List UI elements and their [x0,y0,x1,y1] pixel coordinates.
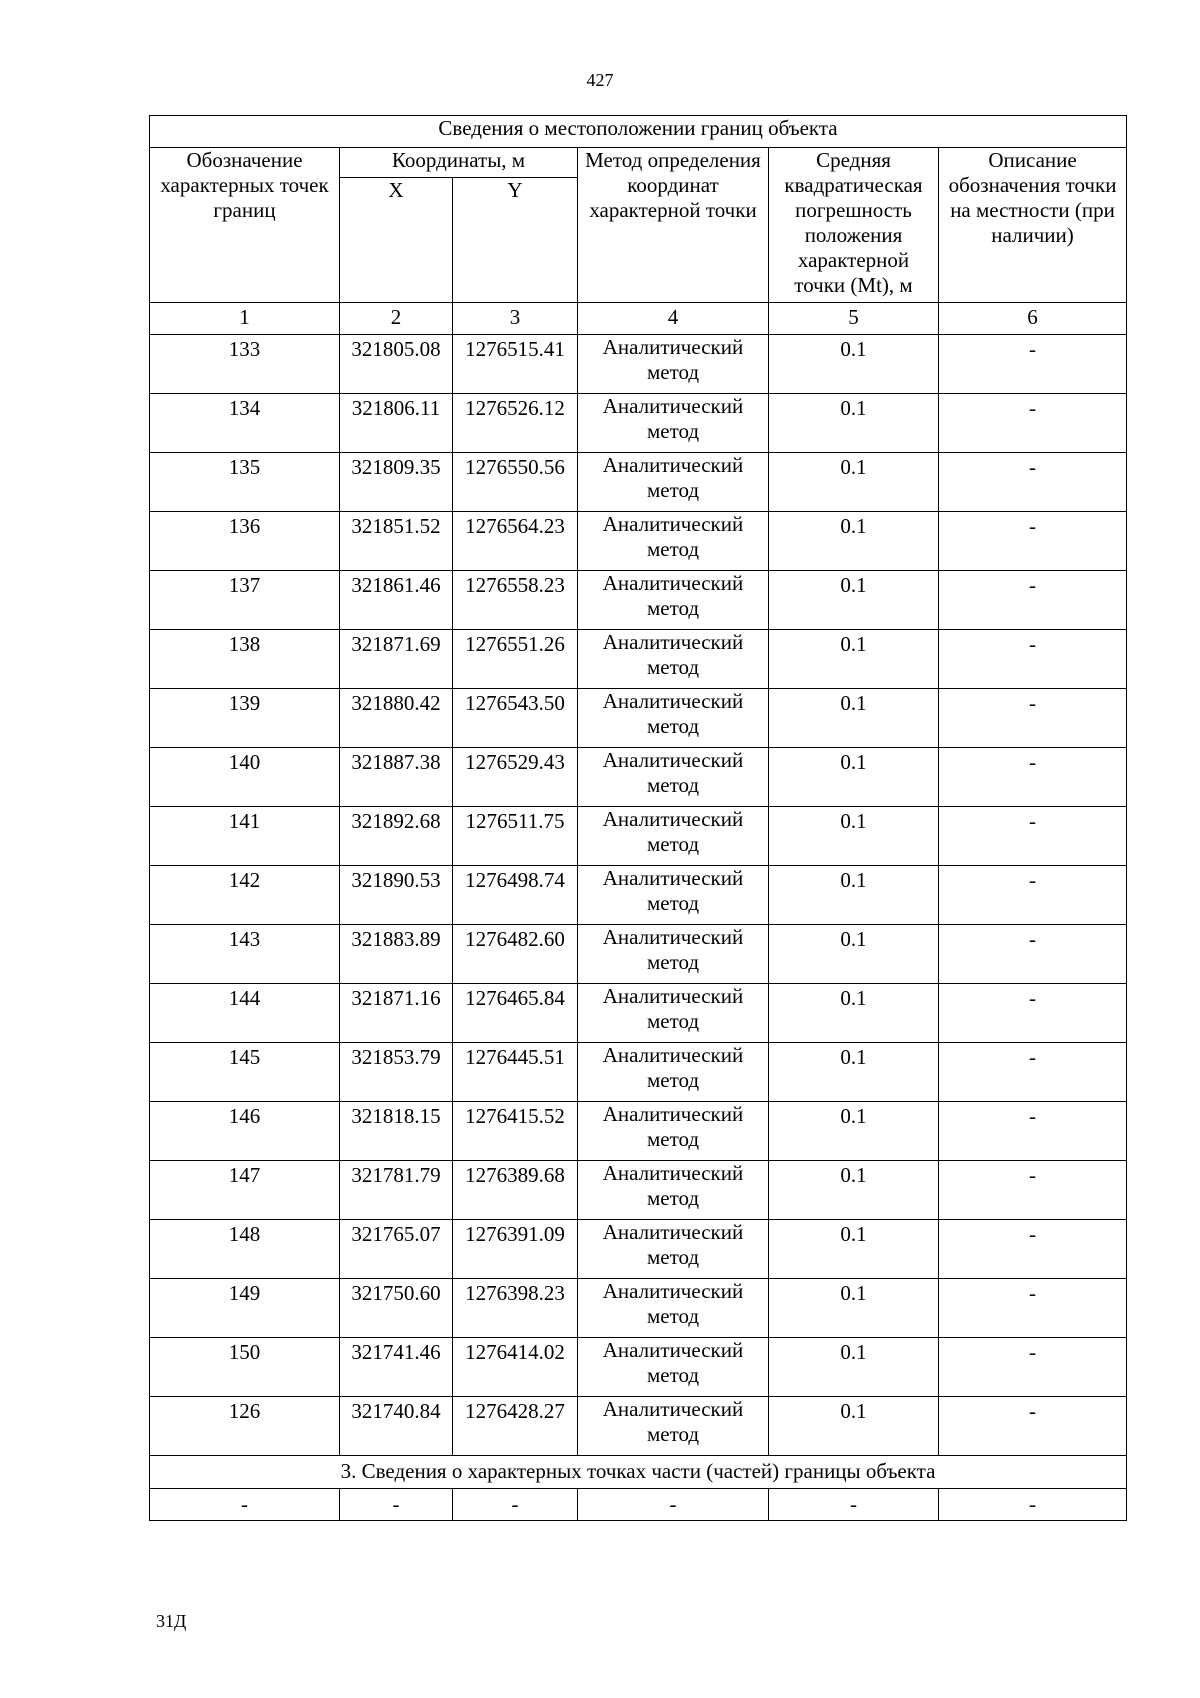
table-title-row [150,116,1127,148]
y-coordinate-cell: 1276526.12 [453,394,578,453]
method-cell: Аналитический метод [578,689,769,748]
description-cell: - [939,1161,1127,1220]
column-number: 4 [578,303,769,335]
header-row-1 [150,148,1127,178]
table-row [150,1043,1127,1102]
accuracy-cell: 0.1 [769,866,939,925]
footer-code: 31Д [156,1611,187,1631]
y-coordinate-cell: 1276465.84 [453,984,578,1043]
accuracy-cell: 0.1 [769,689,939,748]
accuracy-cell: 0.1 [769,1043,939,1102]
column-number: 1 [150,303,340,335]
x-coordinate-cell: 321861.46 [340,571,453,630]
x-coordinate-cell: 321818.15 [340,1102,453,1161]
accuracy-cell: 0.1 [769,748,939,807]
point-cell: 141 [150,807,340,866]
x-coordinate-cell: 321890.53 [340,866,453,925]
table-row [150,571,1127,630]
table-row [150,630,1127,689]
description-cell: - [939,1043,1127,1102]
point-cell: 126 [150,1397,340,1456]
point-cell: 137 [150,571,340,630]
section-3-empty-row [150,1489,1127,1521]
description-cell: - [939,453,1127,512]
method-cell: Аналитический метод [578,1102,769,1161]
point-cell: 148 [150,1220,340,1279]
accuracy-cell: 0.1 [769,630,939,689]
boundary-coordinates-table [149,115,1127,1521]
x-coordinate-cell: 321741.46 [340,1338,453,1397]
column-number: 6 [939,303,1127,335]
y-coordinate-cell: 1276391.09 [453,1220,578,1279]
table-row [150,925,1127,984]
table-row [150,1338,1127,1397]
description-cell: - [939,748,1127,807]
y-coordinate-cell: 1276389.68 [453,1161,578,1220]
table-row [150,984,1127,1043]
method-cell: Аналитический метод [578,571,769,630]
method-cell: Аналитический метод [578,394,769,453]
empty-cell: - [150,1489,340,1521]
accuracy-cell: 0.1 [769,925,939,984]
y-coordinate-cell: 1276398.23 [453,1279,578,1338]
x-coordinate-cell: 321892.68 [340,807,453,866]
accuracy-cell: 0.1 [769,984,939,1043]
y-coordinate-cell: 1276482.60 [453,925,578,984]
point-cell: 150 [150,1338,340,1397]
accuracy-cell: 0.1 [769,1161,939,1220]
x-coordinate-cell: 321805.08 [340,335,453,394]
accuracy-cell: 0.1 [769,807,939,866]
y-coordinate-cell: 1276550.56 [453,453,578,512]
x-coordinate-cell: 321806.11 [340,394,453,453]
header-method: Метод определения координат характерной точки [578,148,769,303]
accuracy-cell: 0.1 [769,571,939,630]
point-cell: 147 [150,1161,340,1220]
column-number: 3 [453,303,578,335]
y-coordinate-cell: 1276445.51 [453,1043,578,1102]
point-cell: 146 [150,1102,340,1161]
header-coordinates: Координаты, м [340,148,578,178]
accuracy-cell: 0.1 [769,1102,939,1161]
method-cell: Аналитический метод [578,748,769,807]
description-cell: - [939,984,1127,1043]
empty-cell: - [578,1489,769,1521]
point-cell: 143 [150,925,340,984]
x-coordinate-cell: 321887.38 [340,748,453,807]
method-cell: Аналитический метод [578,1220,769,1279]
description-cell: - [939,1279,1127,1338]
table-row [150,453,1127,512]
accuracy-cell: 0.1 [769,394,939,453]
description-cell: - [939,925,1127,984]
description-cell: - [939,689,1127,748]
description-cell: - [939,335,1127,394]
accuracy-cell: 0.1 [769,335,939,394]
y-coordinate-cell: 1276498.74 [453,866,578,925]
point-cell: 145 [150,1043,340,1102]
x-coordinate-cell: 321883.89 [340,925,453,984]
description-cell: - [939,807,1127,866]
section-3-title: 3. Сведения о характерных точках части (частей) границы объекта [150,1456,1127,1489]
point-cell: 144 [150,984,340,1043]
x-coordinate-cell: 321809.35 [340,453,453,512]
x-coordinate-cell: 321871.16 [340,984,453,1043]
y-coordinate-cell: 1276543.50 [453,689,578,748]
header-accuracy: Средняя квадратическая погрешность положения характерной точки (Mt), м [769,148,939,303]
y-coordinate-cell: 1276415.52 [453,1102,578,1161]
table-row [150,1397,1127,1456]
header-x: X [340,178,453,303]
method-cell: Аналитический метод [578,807,769,866]
point-cell: 149 [150,1279,340,1338]
method-cell: Аналитический метод [578,453,769,512]
empty-cell: - [939,1489,1127,1521]
x-coordinate-cell: 321851.52 [340,512,453,571]
method-cell: Аналитический метод [578,335,769,394]
point-cell: 139 [150,689,340,748]
header-description: Описание обозначения точки на местности (при наличии) [939,148,1127,303]
description-cell: - [939,1220,1127,1279]
x-coordinate-cell: 321740.84 [340,1397,453,1456]
empty-cell: - [769,1489,939,1521]
x-coordinate-cell: 321853.79 [340,1043,453,1102]
method-cell: Аналитический метод [578,630,769,689]
page-number: 427 [586,70,614,90]
accuracy-cell: 0.1 [769,1279,939,1338]
point-cell: 133 [150,335,340,394]
table-row [150,394,1127,453]
table-row [150,689,1127,748]
method-cell: Аналитический метод [578,1043,769,1102]
accuracy-cell: 0.1 [769,453,939,512]
x-coordinate-cell: 321871.69 [340,630,453,689]
y-coordinate-cell: 1276515.41 [453,335,578,394]
method-cell: Аналитический метод [578,512,769,571]
table-row [150,335,1127,394]
accuracy-cell: 0.1 [769,1397,939,1456]
method-cell: Аналитический метод [578,1397,769,1456]
accuracy-cell: 0.1 [769,1338,939,1397]
table-title: Сведения о местоположении границ объекта [150,116,1127,148]
column-number: 2 [340,303,453,335]
y-coordinate-cell: 1276511.75 [453,807,578,866]
method-cell: Аналитический метод [578,1279,769,1338]
table-row [150,807,1127,866]
table-row [150,1102,1127,1161]
description-cell: - [939,394,1127,453]
point-cell: 134 [150,394,340,453]
method-cell: Аналитический метод [578,1161,769,1220]
header-point: Обозначение характерных точек границ [150,148,340,303]
table-row [150,1279,1127,1338]
table-row [150,866,1127,925]
point-cell: 142 [150,866,340,925]
empty-cell: - [340,1489,453,1521]
column-number-row [150,303,1127,335]
x-coordinate-cell: 321880.42 [340,689,453,748]
description-cell: - [939,866,1127,925]
x-coordinate-cell: 321765.07 [340,1220,453,1279]
section-3-row [150,1456,1127,1489]
point-cell: 135 [150,453,340,512]
point-cell: 140 [150,748,340,807]
x-coordinate-cell: 321750.60 [340,1279,453,1338]
method-cell: Аналитический метод [578,866,769,925]
y-coordinate-cell: 1276414.02 [453,1338,578,1397]
method-cell: Аналитический метод [578,1338,769,1397]
description-cell: - [939,630,1127,689]
table-row [150,512,1127,571]
x-coordinate-cell: 321781.79 [340,1161,453,1220]
point-cell: 136 [150,512,340,571]
y-coordinate-cell: 1276428.27 [453,1397,578,1456]
y-coordinate-cell: 1276564.23 [453,512,578,571]
description-cell: - [939,1338,1127,1397]
description-cell: - [939,571,1127,630]
method-cell: Аналитический метод [578,925,769,984]
y-coordinate-cell: 1276551.26 [453,630,578,689]
method-cell: Аналитический метод [578,984,769,1043]
header-y: Y [453,178,578,303]
accuracy-cell: 0.1 [769,1220,939,1279]
point-cell: 138 [150,630,340,689]
table-row [150,1161,1127,1220]
accuracy-cell: 0.1 [769,512,939,571]
description-cell: - [939,1102,1127,1161]
empty-cell: - [453,1489,578,1521]
description-cell: - [939,1397,1127,1456]
y-coordinate-cell: 1276558.23 [453,571,578,630]
column-number: 5 [769,303,939,335]
description-cell: - [939,512,1127,571]
y-coordinate-cell: 1276529.43 [453,748,578,807]
table-row [150,748,1127,807]
table-row [150,1220,1127,1279]
